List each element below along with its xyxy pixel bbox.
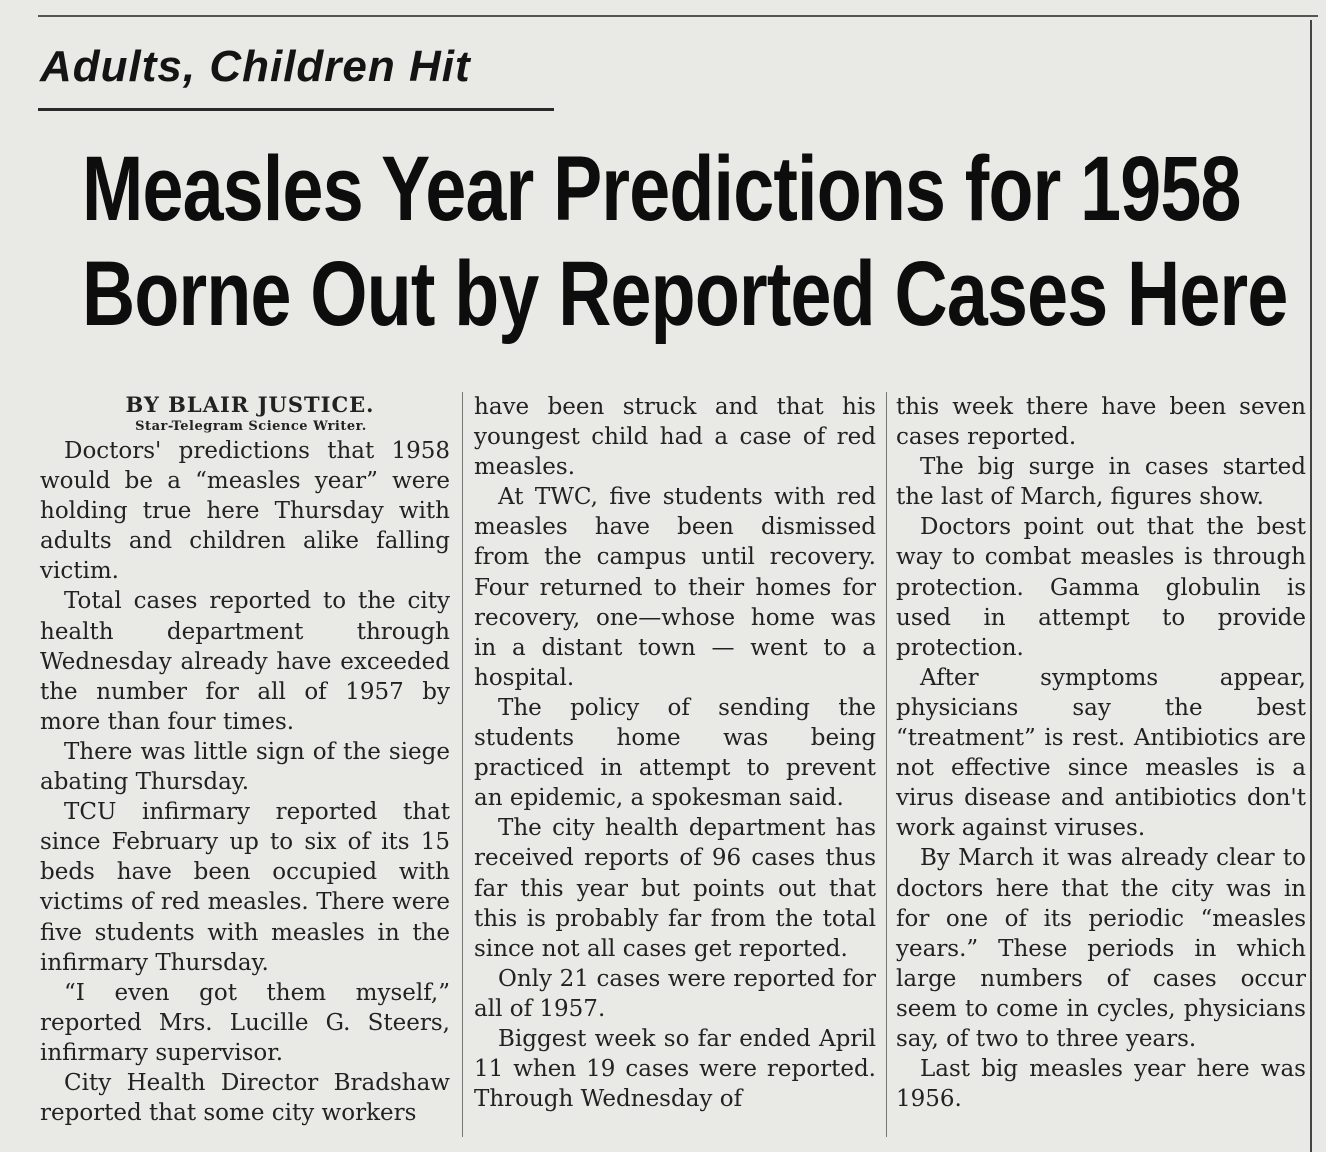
paragraph: The big surge in cases started the last of March, figures show. (896, 454, 1306, 511)
paragraph: The policy of sending the students home was being practiced in attempt to prevent an epidemic, a spokesman said. (474, 694, 876, 812)
paragraph: The city health department has received reports of 96 cases thus far this year but points out that this is probably far from the total since not all cases get reported. (474, 815, 876, 962)
paragraph: Biggest week so far ended April 11 when 19 cases were reported. Through Wednesday of (474, 1025, 876, 1113)
paragraph: Total cases reported to the city health department through Wednesday already have exceeded the number for all of 1957 by more than four times. (40, 588, 450, 735)
article-column-2 (474, 392, 876, 1114)
paragraph: City Health Director Bradshaw reported that some city workers (40, 1069, 450, 1127)
paragraph: this week there have been seven cases reported. (896, 394, 1306, 451)
right-rule (1310, 20, 1312, 1152)
paragraph: There was little sign of the siege abating Thursday. (40, 738, 450, 796)
article-column-3 (896, 392, 1306, 1114)
kicker-headline: Adults, Children Hit (40, 42, 471, 91)
byline: BY BLAIR JUSTICE. (125, 392, 375, 417)
article-column-1 (40, 392, 450, 1128)
paragraph: Doctors point out that the best way to combat measles is through protection. Gamma globulin is used in attempt to provide protection. (896, 514, 1306, 661)
headline-line-2: Borne Out by Reported Cases Here (82, 243, 1288, 345)
paragraph: have been struck and that his youngest child had a case of red measles. (474, 394, 876, 481)
headline-line-1: Measles Year Predictions for 1958 (82, 138, 1241, 240)
main-headline (82, 137, 1288, 347)
paragraph: At TWC, five students with red measles have been dismissed from the campus until recovery. Four returned to their homes for recovery, one—whose home was in a distant town — went to a hospital. (474, 484, 876, 691)
paragraph: TCU infirmary reported that since February up to six of its 15 beds have been occupied with victims of red measles. There were five students with measles in the infirmary Thursday. (40, 799, 450, 976)
byline-credit: Star-Telegram Science Writer. (135, 419, 367, 434)
column-separator (462, 392, 463, 1137)
paragraph: Only 21 cases were reported for all of 1957. (474, 965, 876, 1022)
paragraph: Last big measles year here was 1956. (896, 1056, 1306, 1113)
paragraph: Doctors' predictions that 1958 would be a “measles year” were holding true here Thursday with adults and children alike falling victim. (40, 438, 450, 585)
paragraph: By March it was already clear to doctors here that the city was in for one of its periodic “measles years.” These periods in which large numbers of cases occur seem to come in cycles, physicians say, of two to three years. (896, 845, 1306, 1052)
kicker-underline (38, 108, 554, 111)
paragraph: “I even got them myself,” reported Mrs. Lucille G. Steers, infirmary supervisor. (40, 979, 450, 1066)
top-rule (38, 15, 1318, 17)
paragraph: After symptoms appear, physicians say the best “treatment” is rest. Antibiotics are not effective since measles is a virus disease and antibiotics don't work against viruses. (896, 664, 1306, 842)
column-separator (886, 392, 887, 1137)
